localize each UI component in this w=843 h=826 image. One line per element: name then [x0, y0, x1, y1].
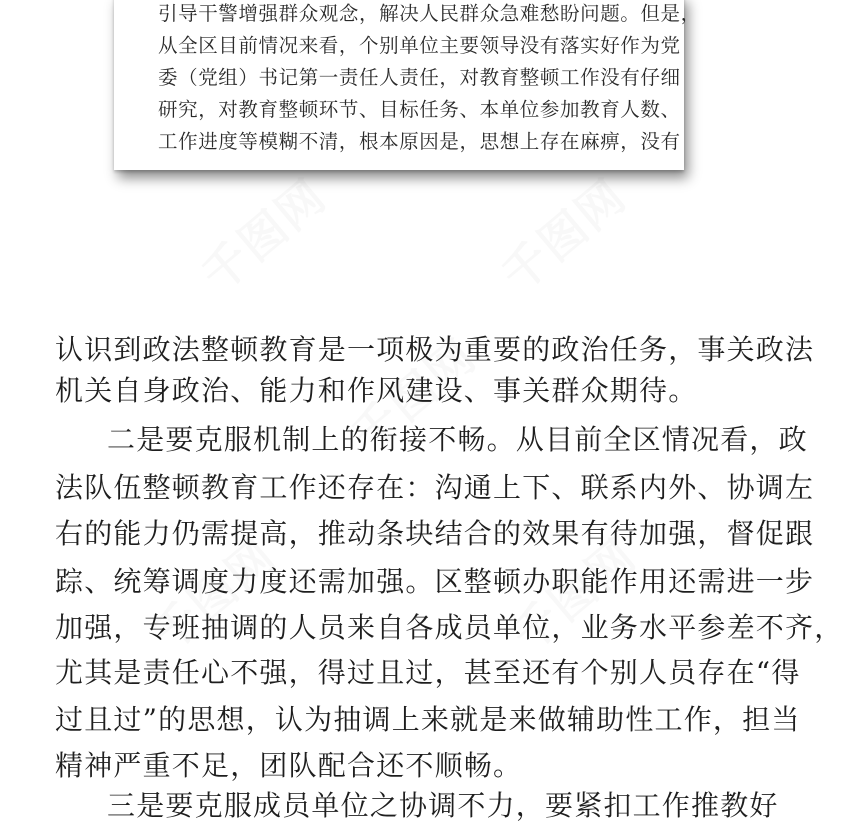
body-line: 二是要克服机制上的衔接不畅。从目前全区情况看，政: [107, 423, 808, 456]
excerpt-line: 从全区目前情况来看，个别单位主要领导没有落实好作为党: [158, 34, 681, 57]
body-line: 加强，专班抽调的人员来自各成员单位，业务水平参差不齐，: [55, 611, 843, 644]
body-line: 认识到政法整顿教育是一项极为重要的政治任务，事关政法: [55, 333, 815, 366]
excerpt-line: 研究，对教育整顿环节、目标任务、本单位参加教育人数、: [158, 98, 681, 121]
watermark: 千图网: [141, 528, 287, 663]
watermark: 千图网: [341, 328, 487, 463]
watermark: 千图网: [191, 168, 337, 303]
watermark: 千图网: [501, 528, 647, 663]
body-line: 法队伍整顿教育工作还存在：沟通上下、联系内外、协调左: [55, 471, 815, 504]
body-line: 精神严重不足，团队配合还不顺畅。: [55, 749, 523, 782]
body-line: 过且过”的思想，认为抽调上来就是来做辅助性工作，担当: [55, 703, 801, 736]
body-line: 右的能力仍需提高，推动条块结合的效果有待加强，督促跟: [55, 517, 815, 550]
excerpt-line: 委（党组）书记第一责任人责任，对教育整顿工作没有仔细: [158, 66, 681, 89]
body-line: 机关自身政治、能力和作风建设、事关群众期待。: [55, 374, 698, 407]
excerpt-line: 工作进度等模糊不清，根本原因是，思想上存在麻痹，没有: [158, 130, 681, 153]
body-line: 踪、统筹调度力度还需加强。区整顿办职能作用还需进一步: [55, 565, 815, 598]
body-line-partial: [107, 782, 797, 822]
excerpt-line: 引导干警增强群众观念，解决人民群众急难愁盼问题。但是，: [158, 2, 701, 25]
body-line: 三是要克服成员单位之协调不力，要紧扣工作推教好: [107, 789, 779, 822]
excerpt-card: [114, 0, 701, 170]
body-line: 尤其是责任心不强，得过且过，甚至还有个别人员存在“得: [55, 656, 801, 689]
watermark: 千图网: [491, 168, 637, 303]
